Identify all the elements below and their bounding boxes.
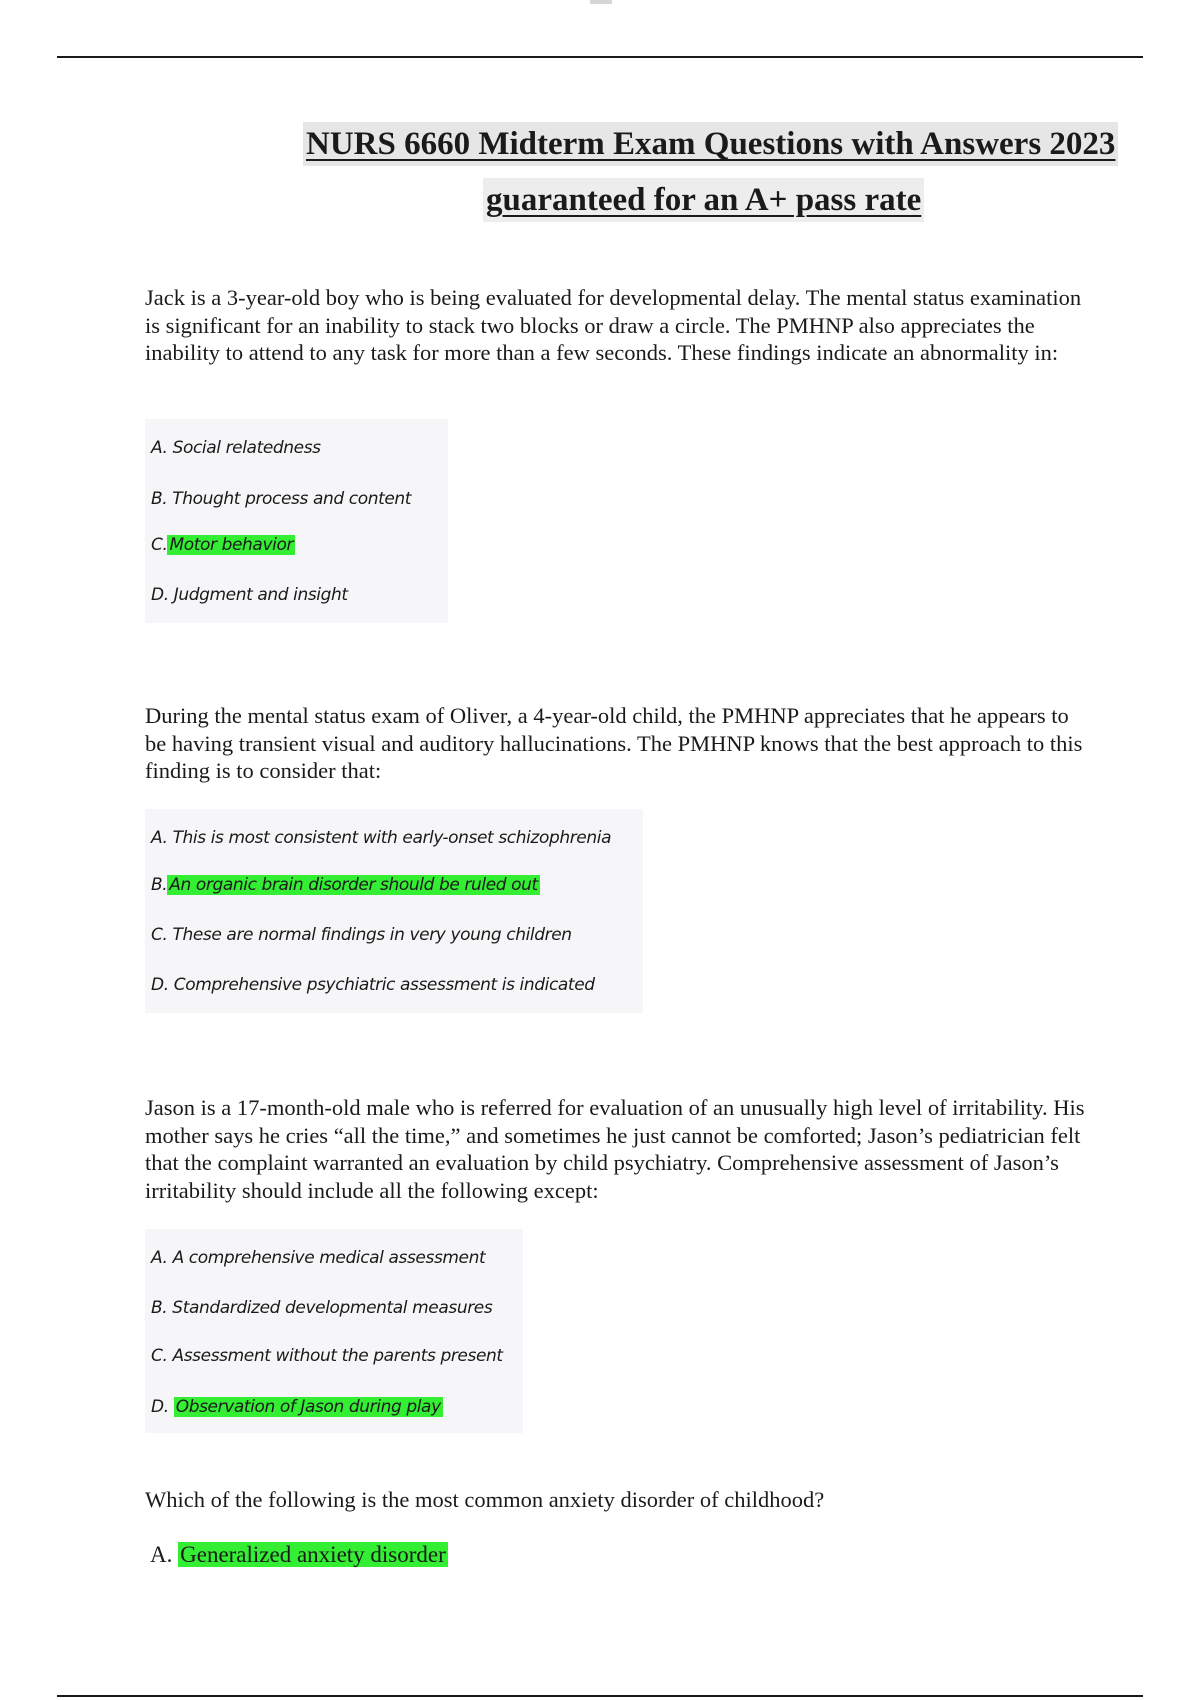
page-top-marker	[590, 0, 612, 4]
q1-option-b: B. Thought process and content	[151, 489, 412, 509]
question-2-options	[145, 809, 643, 1013]
q1-option-c-correct: C. Motor behavior	[151, 535, 294, 555]
q3-option-a: A. A comprehensive medical assessment	[151, 1248, 486, 1268]
q2-option-c: C. These are normal findings in very young children	[151, 925, 572, 945]
question-1-options	[145, 419, 448, 623]
question-2-text: During the mental status exam of Oliver, a 4-year-old child, the PMHNP appreciates that he appears to be having transient visual and auditory hallucinations. The PMHNP knows that the best approach to this finding is to consider that:	[145, 703, 1083, 783]
q3-option-d-correct: D. Observation of Jason during play	[151, 1397, 441, 1417]
q2-option-a: A. This is most consistent with early-onset schizophrenia	[151, 828, 612, 848]
q1-option-a: A. Social relatedness	[151, 438, 321, 458]
title-line-2: guaranteed for an A+ pass rate	[483, 178, 924, 222]
header-rule	[57, 56, 1143, 58]
question-1-text: Jack is a 3-year-old boy who is being evaluated for developmental delay. The mental status examination is significant for an inability to stack two blocks or draw a circle. The PMHNP also appreciates the inability to attend to any task for more than a few seconds. These findings indicate an abnormality in:	[145, 285, 1082, 365]
q1-option-d: D. Judgment and insight	[151, 585, 348, 605]
q3-option-c: C. Assessment without the parents present	[151, 1346, 503, 1366]
footer-rule	[57, 1695, 1143, 1697]
correct-answer-highlight: Motor behavior	[169, 535, 294, 555]
q4-option-a-correct: A. Generalized anxiety disorder	[150, 1542, 446, 1567]
correct-answer-highlight: An organic brain disorder should be ruled out	[169, 875, 538, 895]
question-3-text: Jason is a 17-month-old male who is referred for evaluation of an unusually high level of irritability. His mother says he cries “all the time,” and sometimes he just cannot be comforted; Jason’s pediatrician felt that the complaint warranted an evaluation by child psychiatry. Comprehensive assessment of Jason’s irritability should include all the following except:	[145, 1095, 1085, 1203]
title-line-1: NURS 6660 Midterm Exam Questions with Answers 2023	[303, 122, 1118, 166]
correct-answer-highlight: Observation of Jason during play	[175, 1397, 441, 1417]
correct-answer-highlight: Generalized anxiety disorder	[180, 1542, 446, 1567]
question-3-options	[145, 1229, 523, 1433]
q2-option-d: D. Comprehensive psychiatric assessment is indicated	[151, 975, 595, 995]
question-4-text: Which of the following is the most common anxiety disorder of childhood?	[145, 1487, 825, 1512]
q3-option-b: B. Standardized developmental measures	[151, 1298, 493, 1318]
q2-option-b-correct: B. An organic brain disorder should be ruled out	[151, 875, 538, 895]
